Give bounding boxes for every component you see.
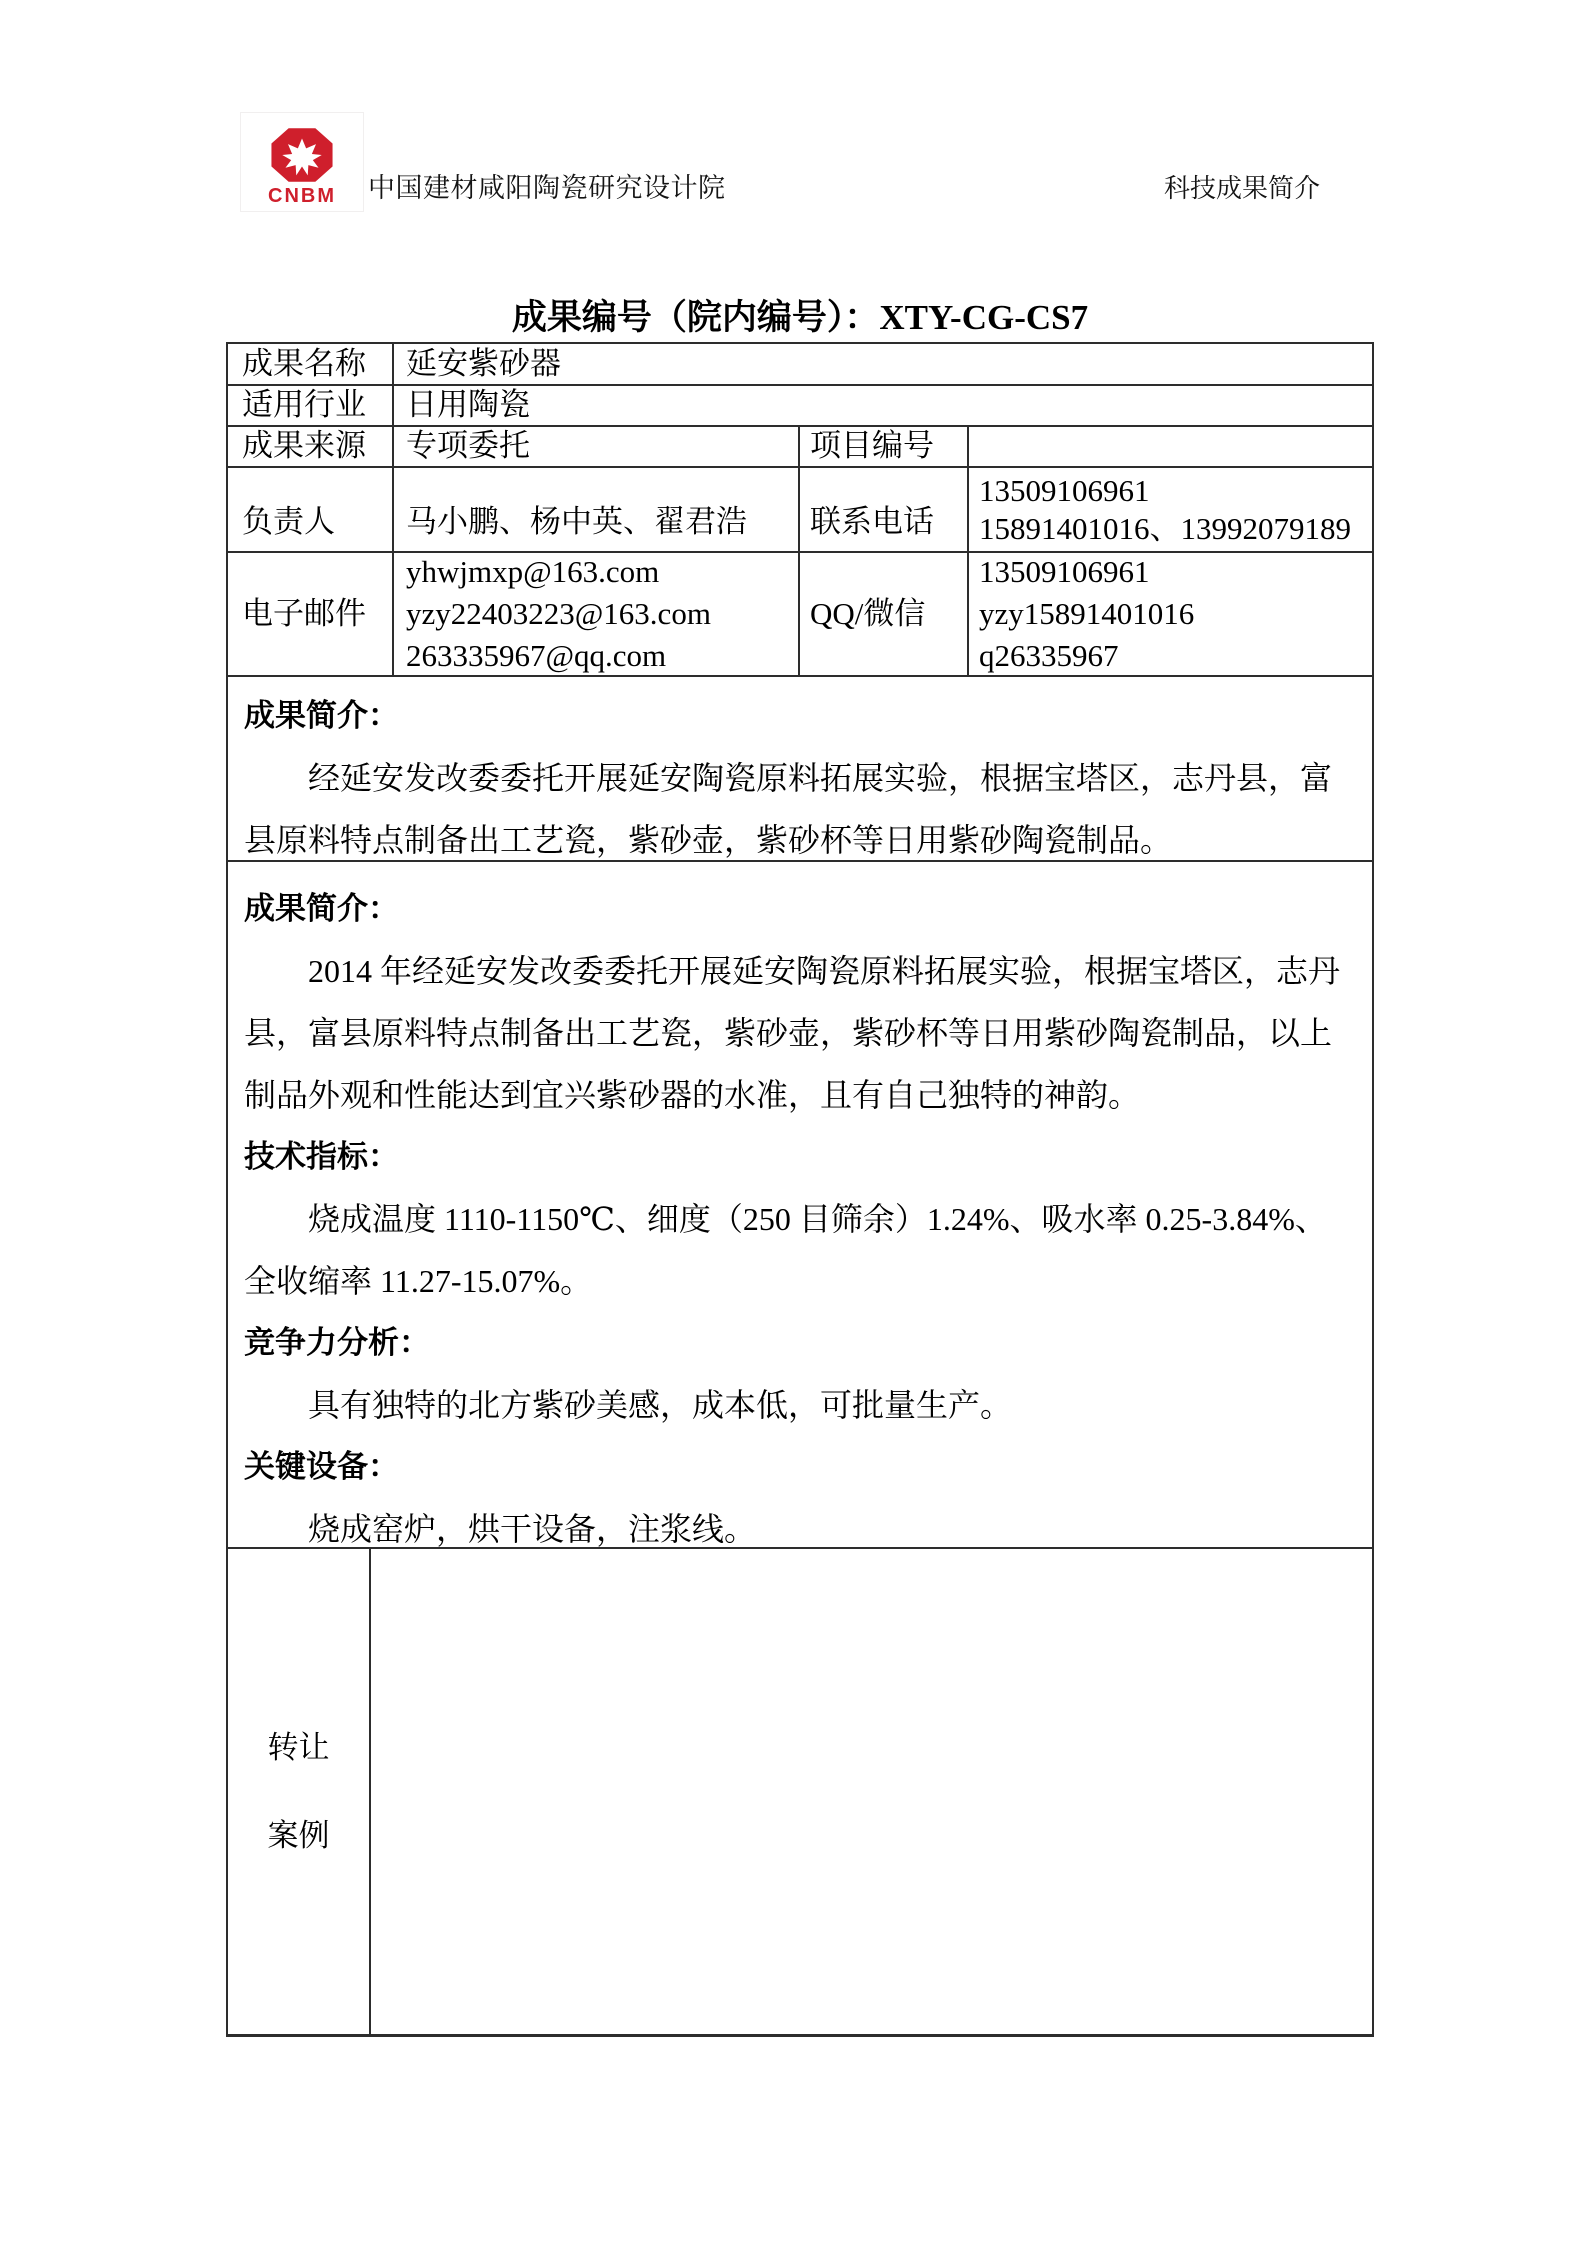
project-no-value	[967, 427, 1372, 466]
email-line: 263335967@qq.com	[406, 638, 667, 673]
table-row-email	[228, 551, 1372, 675]
table-row-transfer-cases	[228, 1547, 1372, 2034]
email-label: 电子邮件	[242, 595, 366, 631]
name-value: 延安紫砂器	[392, 344, 1372, 384]
qq-wechat-line: q26335967	[979, 638, 1119, 673]
cnbm-octagon-star-icon	[270, 127, 334, 183]
section-brief-1	[228, 675, 1372, 860]
org-name: 中国建材咸阳陶瓷研究设计院	[368, 173, 726, 203]
qq-wechat-value	[967, 553, 1372, 675]
industry-label: 适用行业	[242, 387, 366, 423]
table-row-leader	[228, 466, 1372, 551]
phone-line: 15891401016、13992079189	[979, 510, 1351, 546]
transfer-cases-label	[228, 1549, 369, 2034]
cnbm-logo	[240, 112, 364, 212]
achievement-info-table	[226, 342, 1374, 2037]
doc-type-label: 科技成果简介	[1164, 173, 1321, 203]
leader-value: 马小鹏、杨中英、翟君浩	[392, 468, 798, 551]
email-line: yhwjmxp@163.com	[406, 554, 660, 589]
phone-value	[967, 468, 1372, 551]
transfer-label-line: 转让	[267, 1729, 330, 1765]
tech-heading: 技术指标：	[244, 1139, 399, 1174]
qq-wechat-line: 13509106961	[979, 554, 1150, 589]
transfer-cases-content	[369, 1549, 1372, 2034]
source-label: 成果来源	[242, 428, 366, 464]
competitiveness-heading: 竞争力分析：	[244, 1325, 430, 1360]
source-value: 专项委托	[392, 427, 798, 466]
leader-label: 负责人	[242, 504, 335, 540]
qq-wechat-line: yzy15891401016	[979, 596, 1195, 631]
email-line: yzy22403223@163.com	[406, 596, 711, 631]
transfer-label-line: 案例	[267, 1817, 330, 1853]
table-row-industry	[228, 384, 1372, 425]
doc-title: 成果编号（院内编号）：XTY-CG-CS7	[511, 298, 1089, 337]
tech-body: 烧成温度 1110-1150℃、细度（250 目筛余）1.24%、吸水率 0.25-3.84%、全收缩率 11.27-15.07%。	[244, 1201, 1327, 1299]
phone-label: 联系电话	[798, 468, 967, 551]
brief2-body: 2014 年经延安发改委委托开展延安陶瓷原料拓展实验，根据宝塔区，志丹县，富县原料特点制备出工艺瓷，紫砂壶，紫砂杯等日用紫砂陶瓷制品，以上制品外观和性能达到宜兴紫砂器的水准，且有自己独特的神韵。	[244, 953, 1341, 1113]
equipment-heading: 关键设备：	[244, 1449, 399, 1484]
brief2-heading: 成果简介：	[244, 891, 399, 926]
cnbm-logo-text: CNBM	[268, 185, 336, 207]
competitiveness-body: 具有独特的北方紫砂美感，成本低，可批量生产。	[308, 1387, 1013, 1423]
equipment-body: 烧成窑炉，烘干设备，注浆线。	[308, 1511, 757, 1547]
section-details	[228, 860, 1372, 1547]
qq-wechat-label: QQ/微信	[798, 553, 967, 675]
email-value	[392, 553, 798, 675]
industry-value: 日用陶瓷	[392, 386, 1372, 425]
table-row-name	[228, 344, 1372, 384]
brief1-body: 经延安发改委委托开展延安陶瓷原料拓展实验，根据宝塔区，志丹县，富县原料特点制备出工艺瓷，紫砂壶，紫砂杯等日用紫砂陶瓷制品。	[244, 760, 1333, 858]
brief1-heading: 成果简介：	[244, 698, 399, 733]
project-no-label: 项目编号	[798, 427, 967, 466]
name-label: 成果名称	[242, 345, 366, 381]
phone-line: 13509106961	[979, 472, 1150, 508]
table-row-source	[228, 425, 1372, 466]
